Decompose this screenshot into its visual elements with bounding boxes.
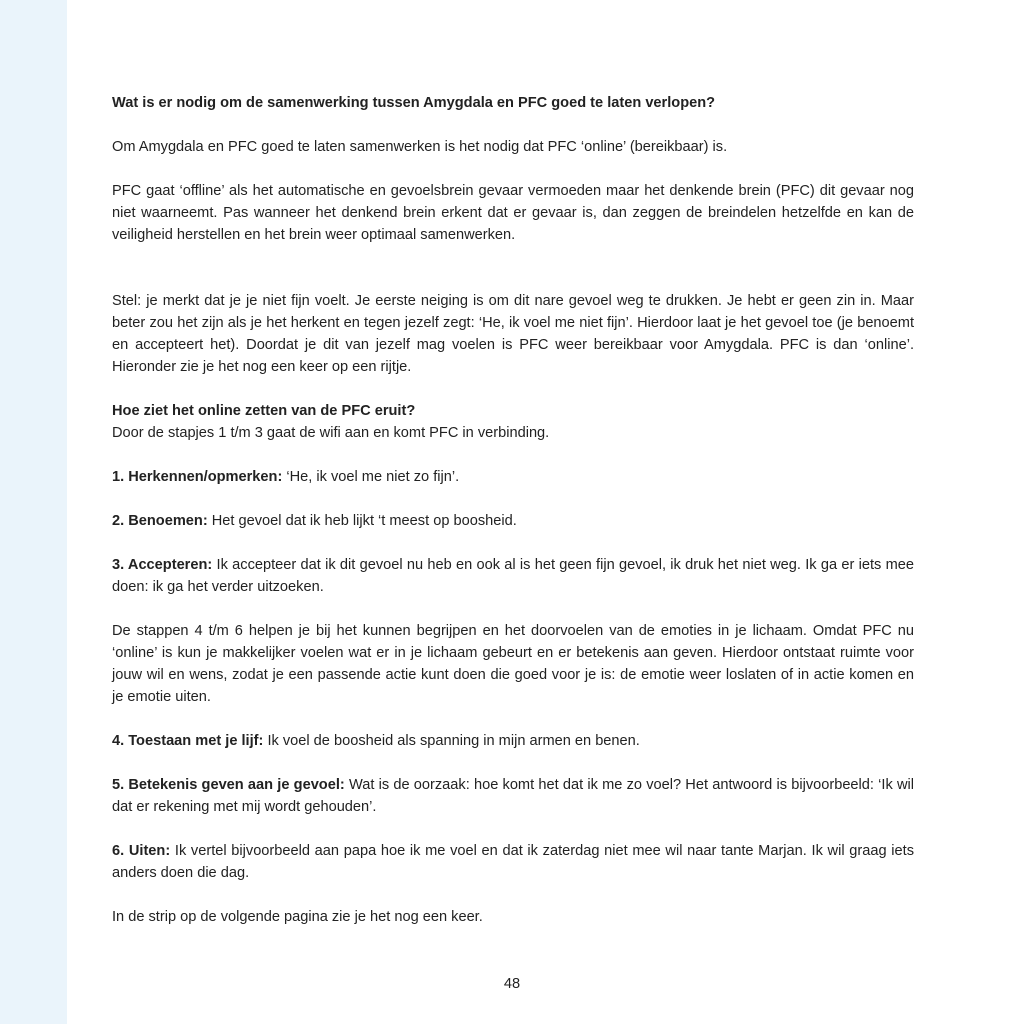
step-label: 3. Accepteren: <box>112 557 213 573</box>
paragraph-online-needed: Om Amygdala en PFC goed te laten samenwerken is het nodig dat PFC ‘online’ (bereikbaar) is. <box>112 139 728 155</box>
step-item <box>112 554 914 598</box>
paragraph-example: Stel: je merkt dat je je niet fijn voelt. Je eerste neiging is om dit nare gevoel weg te drukken. Je hebt er geen zin in. Maar beter zou het zijn als je het herkent en tegen jezelf zegt: ‘He, ik voel me niet fijn’. Hierdoor laat je het gevoel toe (je benoemt en accepteert het). Doordat je dit van jezelf mag voelen is PFC weer bereikbaar voor Amygdala. PFC is dan ‘online’. Hieronder zie je het nog een keer op een rijtje. <box>112 293 914 375</box>
section-heading-samenwerking: Wat is er nodig om de samenwerking tussen Amygdala en PFC goed te laten verlopen? <box>112 95 716 111</box>
step-text: Ik accepteer dat ik dit gevoel nu heb en ook al is het geen fijn gevoel, ik druk het niet weg. Ik ga er iets mee doen: ik ga het verder uitzoeken. <box>112 557 914 595</box>
page-number: 48 <box>503 976 521 992</box>
step-item <box>112 510 914 532</box>
step-item <box>112 730 914 752</box>
step-text: Ik voel de boosheid als spanning in mijn armen en benen. <box>263 733 640 749</box>
paragraph-wifi: Door de stapjes 1 t/m 3 gaat de wifi aan en komt PFC in verbinding. <box>112 425 550 441</box>
step-item <box>112 840 914 884</box>
step-text: Wat is de oorzaak: hoe komt het dat ik me zo voel? Het antwoord is bijvoorbeeld: ‘Ik wil dat er rekening met mij wordt gehouden’. <box>112 777 915 815</box>
step-text: ‘He, ik voel me niet zo fijn’. <box>282 469 460 485</box>
step-label: 5. Betekenis geven aan je gevoel: <box>112 777 345 793</box>
step-label: 4. Toestaan met je lijf: <box>112 733 264 749</box>
paragraph-closing: In de strip op de volgende pagina zie je het nog een keer. <box>112 909 483 925</box>
step-item <box>112 466 914 488</box>
step-label: 2. Benoemen: <box>112 513 208 529</box>
paragraph-offline-explanation: PFC gaat ‘offline’ als het automatische en gevoelsbrein gevaar vermoeden maar het denkende brein (PFC) dit gevaar nog niet waarneemt. Pas wanneer het denkend brein erkent dat er gevaar is, dan zeggen de breindelen hetzelfde en kan de veiligheid herstellen en het brein weer optimaal samenwerken. <box>112 183 914 243</box>
step-item <box>112 774 914 818</box>
paragraph-steps-4-6: De stappen 4 t/m 6 helpen je bij het kunnen begrijpen en het doorvoelen van de emoties in je lichaam. Omdat PFC nu ‘online’ is kun je makkelijker voelen wat er in je lichaam gebeurt en er betekenis aan geven. Hierdoor ontstaat ruimte voor jouw wil en wens, zodat je een passende actie kunt doen die goed voor je is: de emotie weer loslaten of in actie komen en je emotie uiten. <box>112 623 914 705</box>
page-content <box>112 92 914 928</box>
step-label: 1. Herkennen/opmerken: <box>112 469 283 485</box>
section-heading-online: Hoe ziet het online zetten van de PFC eruit? <box>112 403 416 419</box>
step-text: Het gevoel dat ik heb lijkt ‘t meest op boosheid. <box>207 513 517 529</box>
step-label: 6. Uiten: <box>112 843 171 859</box>
step-text: Ik vertel bijvoorbeeld aan papa hoe ik me voel en dat ik zaterdag niet mee wil naar tante Marjan. Ik wil graag iets anders doen die dag. <box>112 843 914 881</box>
side-color-strip <box>0 0 67 1024</box>
